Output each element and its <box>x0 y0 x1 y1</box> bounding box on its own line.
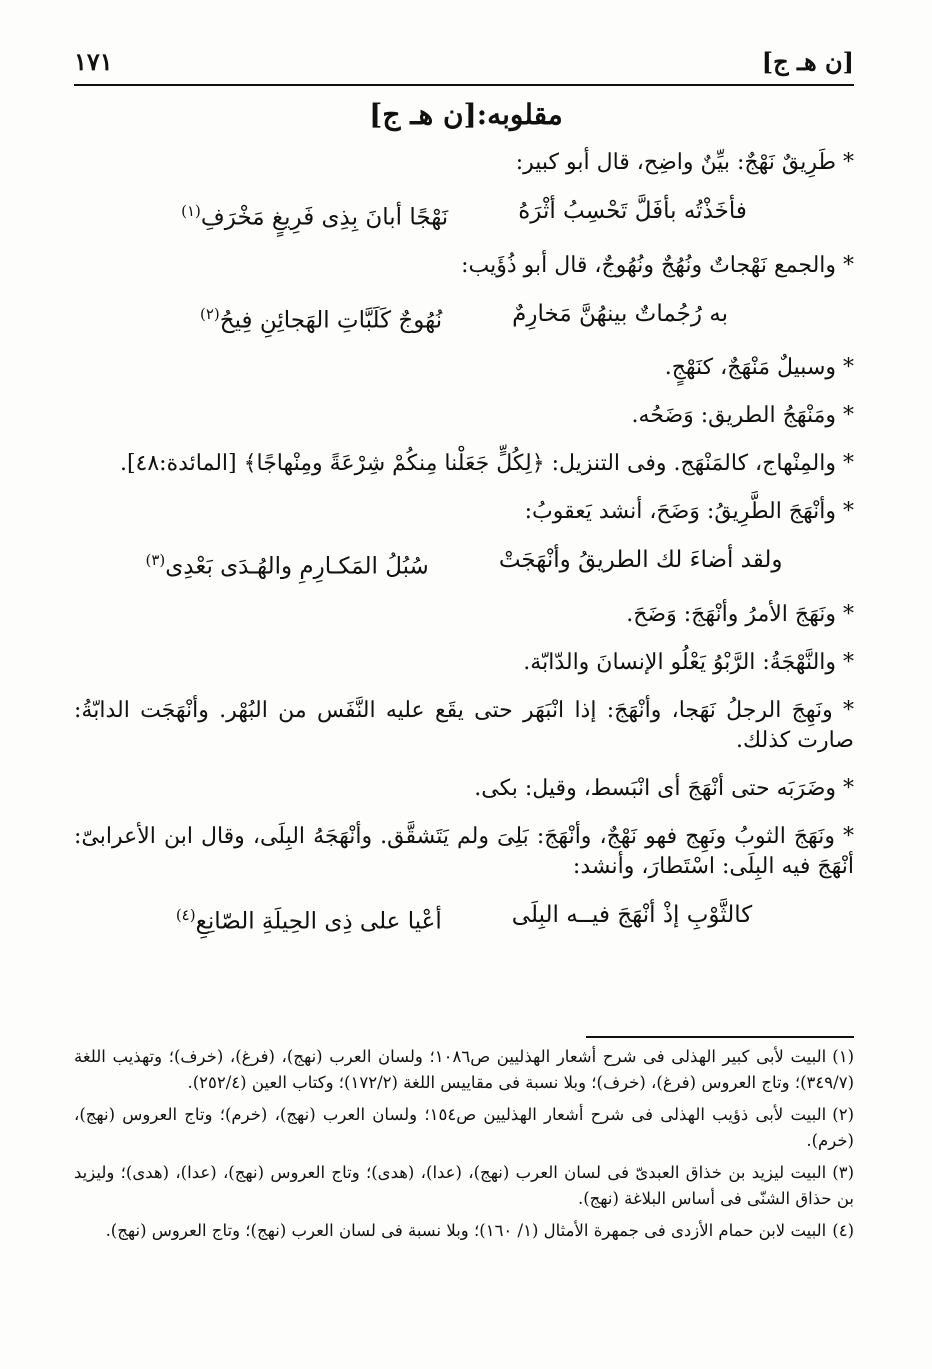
entry: * ونَهَجَ الثوبُ ونَهِج فهو نَهْجٌ، وأنْهَجَ: بَلِىَ ولم يَتَشقَّق. وأنْهَجَهُ البِلَى، وقال ابن الأعرابىّ: أنْهَجَ فيه البِلَى: اسْتَطارَ، وأنشد: <box>74 823 854 879</box>
entries-body <box>74 148 854 955</box>
footnote <box>74 1044 854 1096</box>
footnote-text: البيت لأبى كبير الهذلى فى شرح أشعار الهذليين ص١٠٨٦؛ ولسان العرب (نهج)، (فرغ)، (خرف)؛ وتهذيب اللغة (٣٤٩/٧)؛ وتاج العروس (فرغ)، (خرف)؛ وبلا نسبة فى مقاييس اللغة (١٧٢/٢)؛ وكتاب العين (٢٥٢/٤). <box>74 1047 854 1092</box>
footnote-mark: (٤) <box>832 1221 854 1240</box>
root-letters: [ن هـ ج] <box>761 47 854 76</box>
footnote-mark: (٢) <box>832 1105 854 1124</box>
verse-second-hemistich: سُبُلُ المَكـارِمِ والهُـدَى بَعْدِى$^{(٣)}$ <box>145 551 429 580</box>
verse-first-hemistich: ولقد أضاءَ لك الطريقُ وأنْهَجَتْ <box>498 547 783 574</box>
footnotes <box>74 1044 854 1250</box>
footnote-text: البيت لابن حمام الأزدى فى جمهرة الأمثال (١/ ١٦٠)؛ وبلا نسبة فى لسان العرب (نهج)؛ وتاج العروس (نهج). <box>105 1221 827 1240</box>
entry: * ومَنْهَجُ الطريق: وَضَحُه. <box>631 403 854 429</box>
verse-line <box>74 900 854 937</box>
footnote-ref: (٣) <box>145 551 166 570</box>
footnote-separator <box>586 1036 854 1038</box>
entry: * والجمع نَهْجاتٌ ونُهُجٌ ونُهُوجٌ، قال أبو ذُؤَيب: <box>461 252 854 278</box>
footnote <box>74 1102 854 1154</box>
verse-line <box>74 299 854 336</box>
footnote <box>74 1218 854 1244</box>
verse-first-hemistich: به رُجُماتٌ بينهُنَّ مَخارِمٌ <box>512 300 729 327</box>
entry: * طَرِيقٌ نَهْجٌ: بيِّنٌ واضِح، قال أبو كبير: <box>515 150 854 175</box>
footnote-ref: (٤) <box>175 905 196 924</box>
verse-line <box>74 196 854 233</box>
footnote-text: البيت ليزيد بن خذاق العبدىّ فى لسان العرب (نهج)، (عدا)، (هدى)؛ وتاج العروس (نهج)، (عدا)، (هدى)؛ وليزيد بن حذاق الشنّى فى أساس البلاغة (نهج). <box>74 1163 854 1208</box>
verse-first-hemistich: كالثَّوْبِ إذْ أنْهَجَ فيــه البِلَى <box>511 901 753 928</box>
footnote-mark: (٣) <box>832 1163 854 1182</box>
running-header <box>74 42 854 86</box>
entry: * وأنْهَجَ الطَّرِيقُ: وَضَحَ، أنشد يَعقوبُ: <box>524 499 854 525</box>
verse-second-hemistich: أعْيا على ذِى الحِيلَةِ الصّانِعِ$^{(٤)}$ <box>175 905 442 935</box>
entry: * ونَهَجَ الأمرُ وأنْهَجَ: وَضَحَ. <box>626 601 854 627</box>
footnote-ref: (١) <box>181 202 201 220</box>
entry: * ونَهِجَ الرجلُ نَهَجا، وأنْهَجَ: إذا انْبَهَر حتى يقَع عليه النَّفَس من البُهْر. وأنْهَجَت الدابّةُ: صارت كذلك. <box>74 697 854 753</box>
entry: * وسبيلٌ مَنْهَجٌ، كنَهْجٍ. <box>664 355 854 381</box>
footnote-ref: (٢) <box>199 304 220 323</box>
verse-second-hemistich: نَهْجًا أبانَ بِذِى فَرِيغٍ مَخْرَفِ$^{(١)}$ <box>181 202 449 231</box>
footnote-mark: (١) <box>832 1047 854 1066</box>
entry: * والنَّهْجَةُ: الرَّبْوُ يَعْلُو الإنسانَ والدّابّة. <box>523 649 854 675</box>
footnote-text: البيت لأبى ذؤيب الهذلى فى شرح أشعار الهذليين ص١٥٤؛ ولسان العرب (نهج)، (خرم)؛ وتاج العروس (نهج)، (خرم). <box>74 1105 854 1150</box>
verse-line <box>74 545 854 582</box>
entry: * والمِنْهاج، كالمَنْهَج. وفى التنزيل: ﴿لِكُلٍّ جَعَلْنا مِنكُمْ شِرْعَةً ومِنْهاجًا﴾ [المائدة:٤٨]. <box>119 451 854 477</box>
verse-first-hemistich: فأخَذْتُه بأفَلَّ تَحْسِبُ أثْرَهُ <box>518 198 747 224</box>
page-number: ١٧١ <box>74 47 113 76</box>
verse-second-hemistich: نُهُوجٌ كَلَبَّاتِ الهَجائِنِ فِيحُ$^{(٢)}$ <box>199 304 443 334</box>
footnote <box>74 1160 854 1212</box>
section-title: مقلوبه:[ن هـ ج] <box>369 98 563 131</box>
entry: * وضَرَبَه حتى أنْهَجَ أى انْبَسط، وقيل: بكى. <box>474 775 854 801</box>
